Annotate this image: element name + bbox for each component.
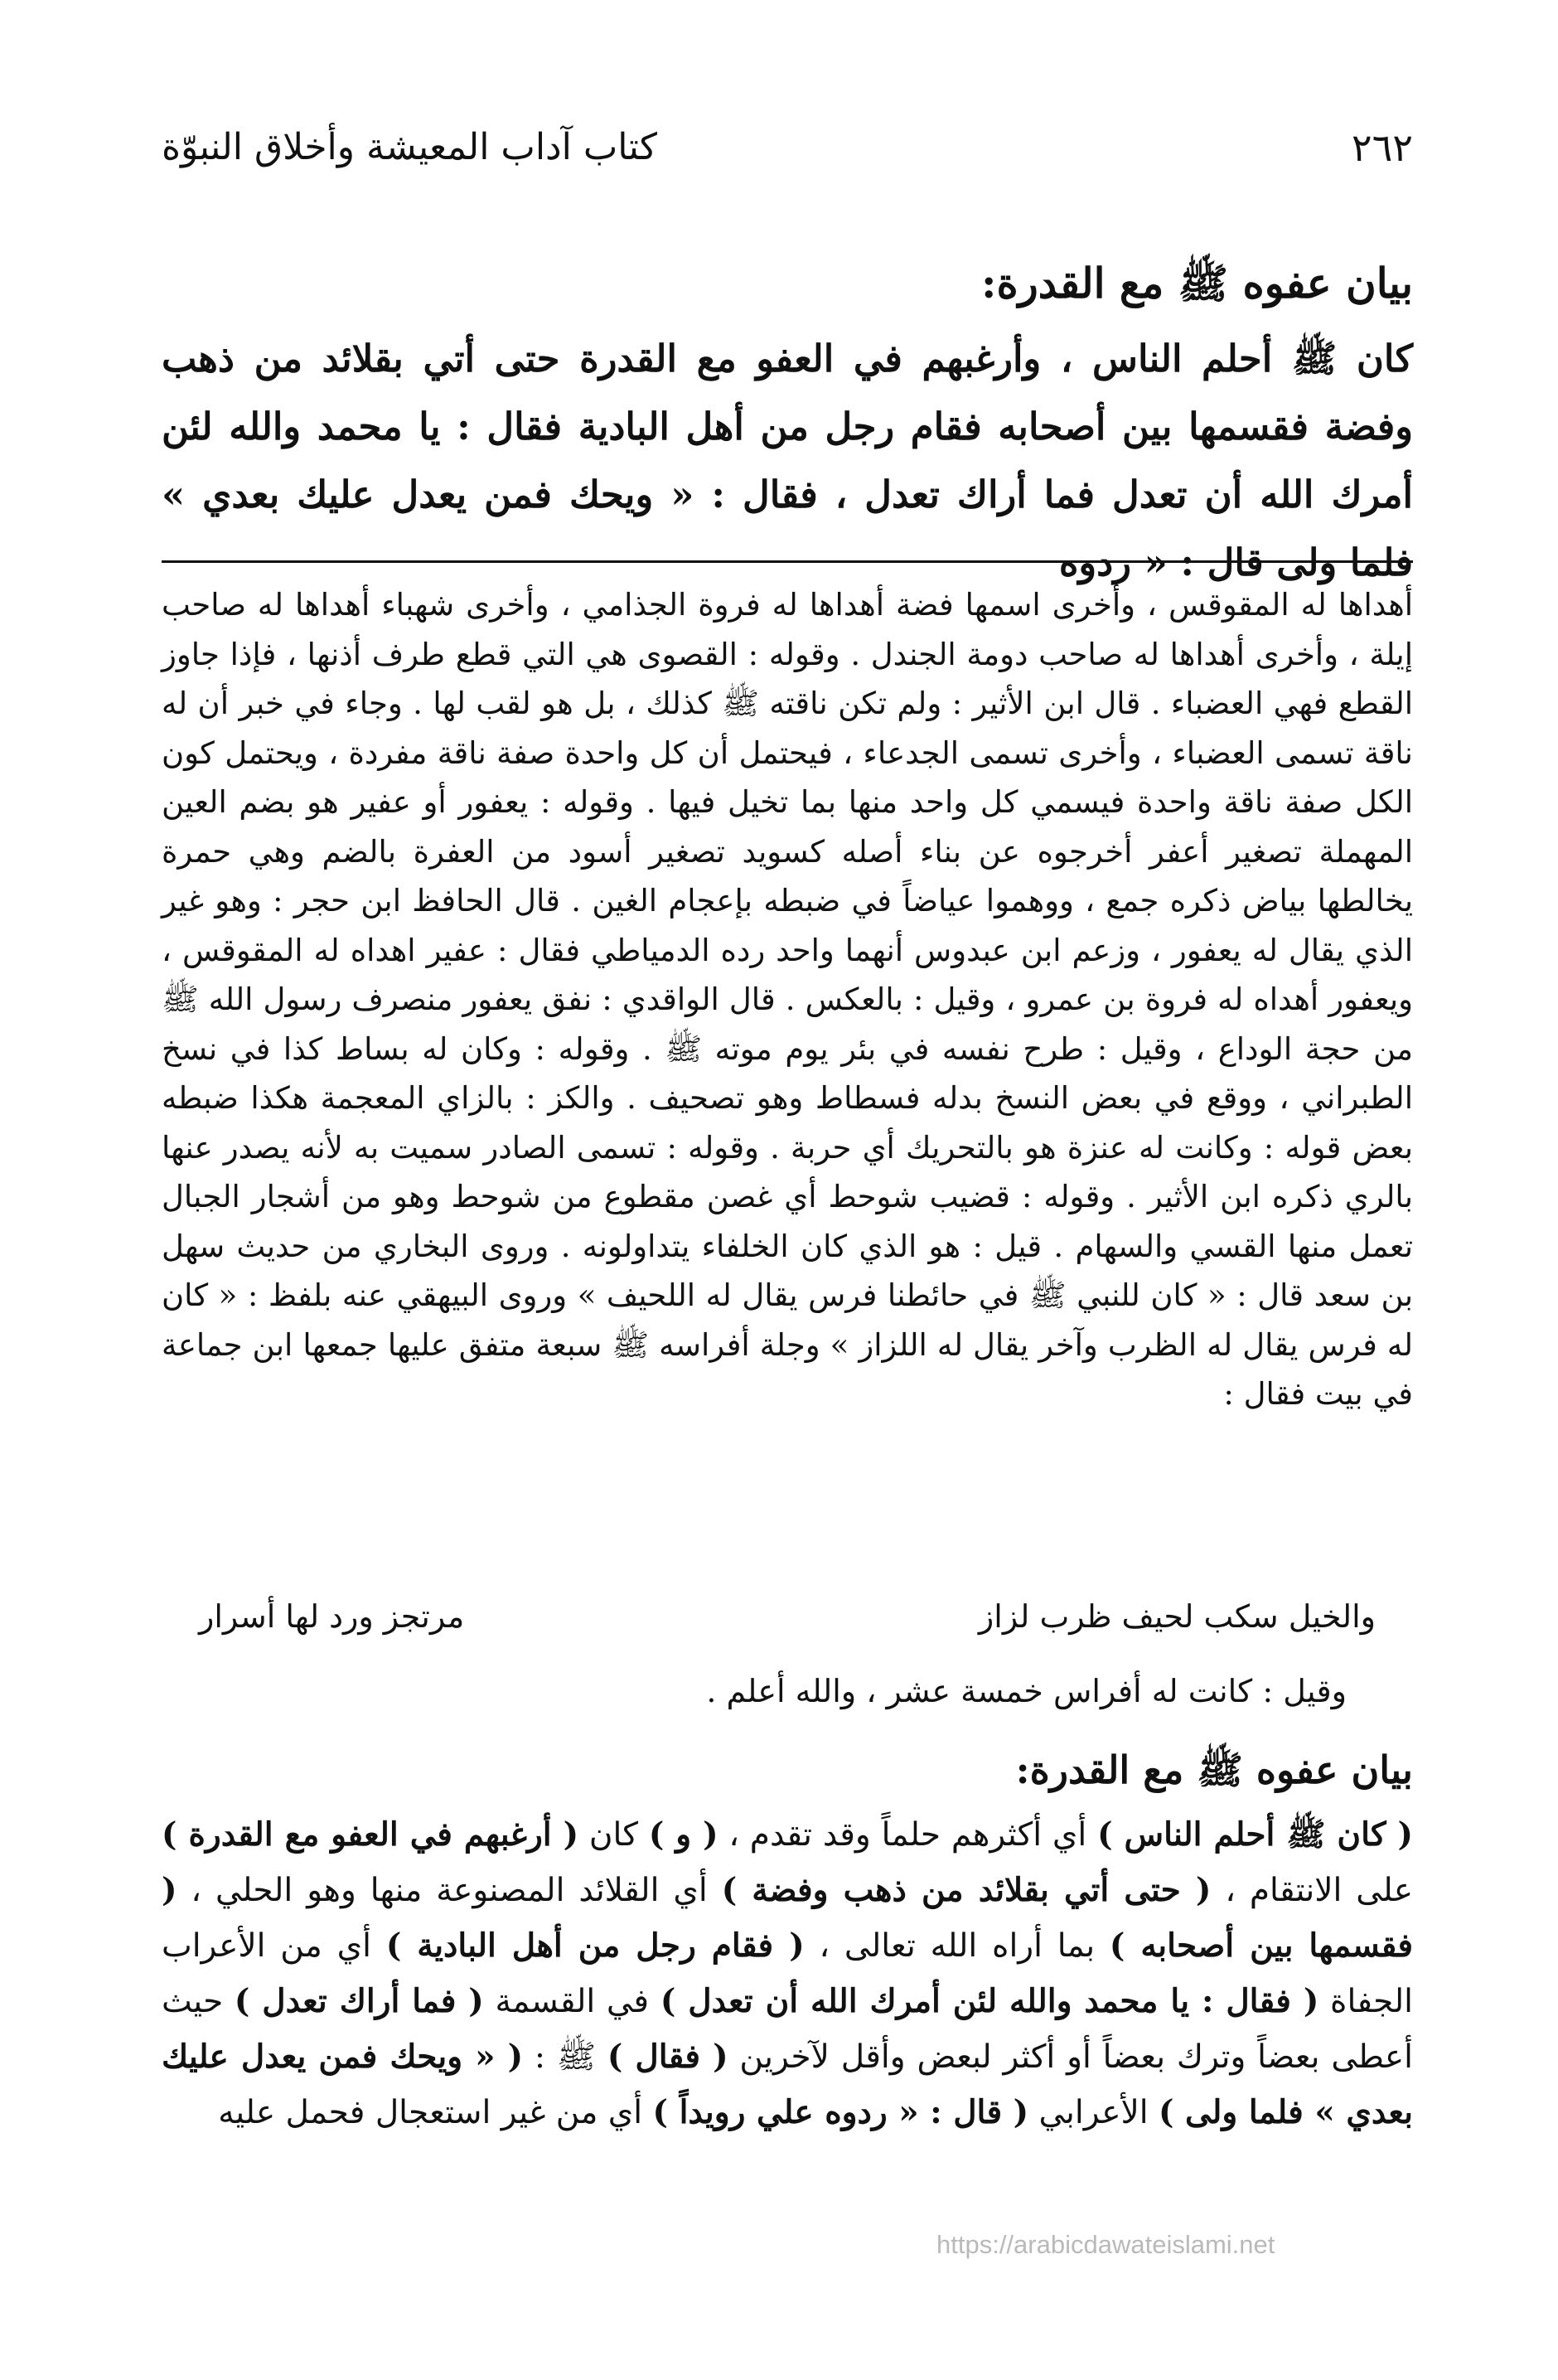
- commentary-quoted-text: ( قال : « ردوه علي رويداً ): [652, 2093, 1029, 2131]
- commentary-explanation: على الانتقام ،: [1211, 1872, 1413, 1909]
- page-number: ٢٦٢: [1351, 125, 1413, 170]
- commentary-explanation: أي من غير استعجال فحمل عليه: [218, 2094, 653, 2131]
- poetry-verse: [199, 1592, 1376, 1641]
- commentary-quoted-text: ( فقام رجل من أهل البادية ): [385, 1927, 805, 1965]
- section1-heading: بيان عفوه ﷺ مع القدرة:: [981, 259, 1413, 308]
- commentary-explanation: حيث أعطى بعضاً وترك بعضاً أو أكثر لبعض وأقل لآخرين: [162, 1983, 1414, 2076]
- commentary-quoted-text: ( كان ﷺ أحلم الناس ): [1097, 1815, 1413, 1854]
- commentary-explanation: كان: [578, 1816, 649, 1854]
- commentary-explanation: أي من الأعراب الجفاة: [162, 1927, 1413, 2020]
- commentary-explanation: بما أراه الله تعالى ،: [804, 1927, 1110, 1965]
- commentary-quoted-text: ( و ): [648, 1815, 719, 1854]
- commentary-quoted-text: ( فما أراك تعدل ): [234, 1982, 484, 2020]
- footnote-divider: [162, 560, 1413, 563]
- commentary-explanation: في القسمة: [483, 1983, 660, 2020]
- running-title: كتاب آداب المعيشة وأخلاق النبوّة: [162, 126, 657, 168]
- commentary-quoted-text: ( فقال ): [607, 2038, 728, 2076]
- commentary-explanation: أي أكثرهم حلماً وقد تقدم ،: [718, 1816, 1098, 1854]
- commentary-quoted-text: ( حتى أتي بقلائد من ذهب وفضة ): [721, 1871, 1212, 1909]
- verse-note: وقيل : كانت له أفراس خمسة عشر ، والله أعلم .: [706, 1673, 1347, 1709]
- commentary-quoted-text: ( فقال : يا محمد والله لئن أمرك الله أن تعدل ): [660, 1982, 1319, 2020]
- main-text: كان ﷺ أحلم الناس ، وأرغبهم في العفو مع القدرة حتى أتي بقلائد من ذهب وفضة فقسمها بين أصحابه فقام رجل من أهل البادية فقال : يا محمد والله لئن أمرك الله أن تعدل فما أراك تعدل ، فقال : « ويحك فمن يعدل عليك بعدي » فلما ولى قال : « ردوه: [162, 337, 1413, 584]
- section2-heading: بيان عفوه ﷺ مع القدرة:: [1015, 1747, 1413, 1792]
- commentary-explanation: الأعرابي: [1028, 2094, 1159, 2131]
- commentary-text: [162, 1807, 1413, 2140]
- footnote-text: أهداها له المقوقس ، وأخرى اسمها فضة أهداها له فروة الجذامي ، وأخرى شهباء أهداها له صاحب إيلة ، وأخرى أهداها له صاحب دومة الجندل . وقوله : القصوى هي التي قطع طرف أذنها ، فإذا جاوز القطع فهي العضباء . قال ابن الأثير : ولم تكن ناقته ﷺ كذلك ، بل هو لقب لها . وجاء في خبر أن له ناقة تسمى العضباء ، وأخرى تسمى الجدعاء ، فيحتمل أن كل واحدة صفة ناقة مفردة ، ويحتمل كون الكل صفة ناقة واحدة فيسمي كل واحد منها بما تخيل فيها . وقوله : يعفور أو عفير هو بضم العين المهملة تصغير أعفر أخرجوه عن بناء أصله كسويد تصغير أسود من العفرة بالضم وهي حمرة يخالطها بياض ذكره جمع ، ووهموا عياضاً في ضبطه بإعجام الغين . قال الحافظ ابن حجر : وهو غير الذي يقال له يعفور ، وزعم ابن عبدوس أنهما واحد رده الدمياطي فقال : عفير اهداه له المقوقس ، ويعفور أهداه له فروة بن عمرو ، وقيل : بالعكس . قال الواقدي : نفق يعفور منصرف رسول الله ﷺ من حجة الوداع ، وقيل : طرح نفسه في بئر يوم موته ﷺ . وقوله : وكان له بساط كذا في نسخ الطبراني ، ووقع في بعض النسخ بدله فسطاط وهو تصحيف . والكز : بالزاي المعجمة هكذا ضبطه بعض قوله : وكانت له عنزة هو بالتحريك أي حربة . وقوله : تسمى الصادر سميت به لأنه يصدر عنها بالري ذكره ابن الأثير . وقوله : قضيب شوحط أي غصن مقطوع من شوحط وهو من أشجار الجبال تعمل منها القسي والسهام . قيل : هو الذي كان الخلفاء يتداولونه . وروى البخاري من حديث سهل بن سعد قال : « كان للنبي ﷺ في حائطنا فرس يقال له اللحيف » وروى البيهقي عنه بلفظ : « كان له فرس يقال له الظرب وآخر يقال له اللزاز » وجلة أفراسه ﷺ سبعة متفق عليها جمعها ابن جماعة في بيت فقال :: [162, 587, 1413, 1412]
- commentary-quoted-text: ( فقسمها بين أصحابه ): [162, 1871, 1414, 1965]
- watermark-url: https://arabicdawateislami.net: [936, 2230, 1275, 2259]
- commentary-explanation: ﷺ :: [523, 2038, 607, 2076]
- verse-first-hemistich: والخيل سكب لحيف ظرب لزاز: [978, 1598, 1376, 1635]
- commentary-quoted-text: ( أرغبهم في العفو مع القدرة ): [162, 1815, 579, 1854]
- verse-second-hemistich: مرتجز ورد لها أسرار: [199, 1598, 465, 1635]
- running-header: [162, 123, 1413, 189]
- commentary-quoted-text: ( « ويحك فمن يعدل عليك بعدي » فلما ولى ): [162, 2038, 1413, 2131]
- commentary-explanation: أي القلائد المصنوعة منها وهو الحلي ،: [177, 1872, 722, 1909]
